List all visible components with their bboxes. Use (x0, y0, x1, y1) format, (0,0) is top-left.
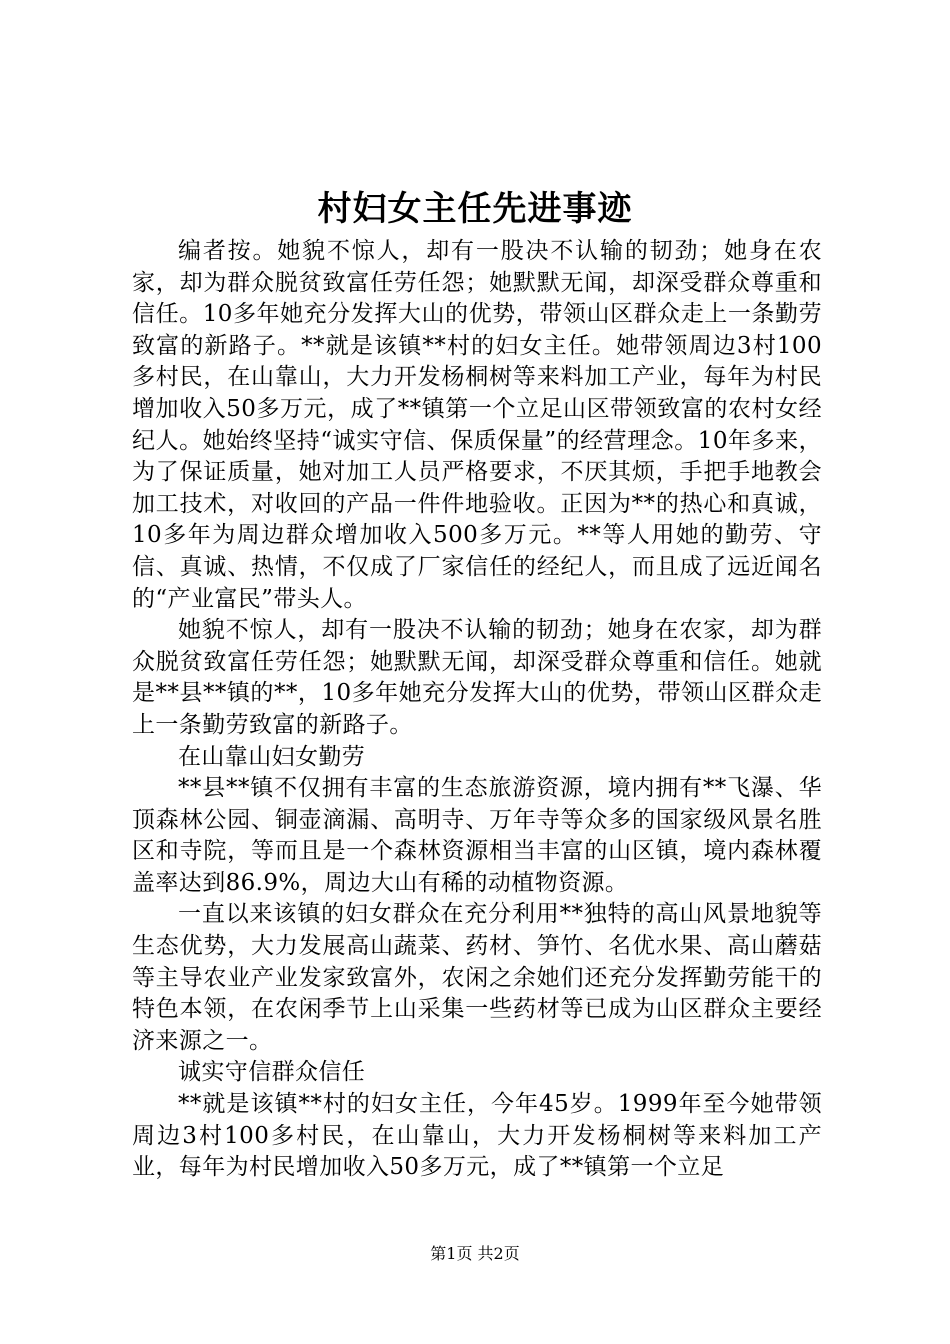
editor-note-paragraph: 编者按。她貌不惊人，却有一股决不认输的韧劲；她身在农家，却为群众脱贫致富任劳任怨；她默默无闻，却深受群众尊重和信任。10多年她充分发挥大山的优势，带领山区群众走上一条勤劳致富的新路子。**就是该镇**村的妇女主任。她带领周边3村100多村民，在山靠山，大力开发杨桐树等来料加工产业，每年为村民增加收入50多万元，成了**镇第一个立足山区带领致富的农村女经纪人。她始终坚持“诚实守信、保质保量”的经营理念。10年多来，为了保证质量，她对加工人员严格要求，不厌其烦，手把手地教会加工技术，对收回的产品一件件地验收。正因为**的热心和真诚，10多年为周边群众增加收入500多万元。**等人用她的勤劳、守信、真诚、热情，不仅成了厂家信任的经纪人，而且成了远近闻名的“产业富民”带头人。 (132, 238, 822, 612)
document-title: 村妇女主任先进事迹 (317, 189, 633, 229)
page-number-footer: 第1页 共2页 (430, 1244, 520, 1263)
section-heading-trust: 诚实守信群众信任 (178, 1059, 366, 1086)
section-heading-mountain: 在山靠山妇女勤劳 (178, 743, 366, 770)
resources-paragraph: **县**镇不仅拥有丰富的生态旅游资源，境内拥有**飞瀑、华顶森林公园、铜壶滴漏、高明寺、万年寺等众多的国家级风景名胜区和寺院，等而且是一个森林资源相当丰富的山区镇，境内森林覆盖率达到86.9%，周边大山有稀的动植物资源。 (132, 775, 822, 896)
document-body (132, 236, 822, 1184)
intro-paragraph: 她貌不惊人，却有一股决不认输的韧劲；她身在农家，却为群众脱贫致富任劳任怨；她默默无闻，却深受群众尊重和信任。她就是**县**镇的**，10多年她充分发挥大山的优势，带领山区群众走上一条勤劳致富的新路子。 (132, 617, 822, 738)
director-paragraph: **就是该镇**村的妇女主任，今年45岁。1999年至今她带领周边3村100多村民，在山靠山，大力开发杨桐树等来料加工产业，每年为村民增加收入50多万元，成了**镇第一个立足 (132, 1091, 822, 1181)
women-economy-paragraph: 一直以来该镇的妇女群众在充分利用**独特的高山风景地貌等生态优势，大力发展高山蔬菜、药材、笋竹、名优水果、高山蘑菇等主导农业产业发家致富外，农闲之余她们还充分发挥勤劳能干的特色本领，在农闲季节上山采集一些药材等已成为山区群众主要经济来源之一。 (132, 901, 822, 1054)
